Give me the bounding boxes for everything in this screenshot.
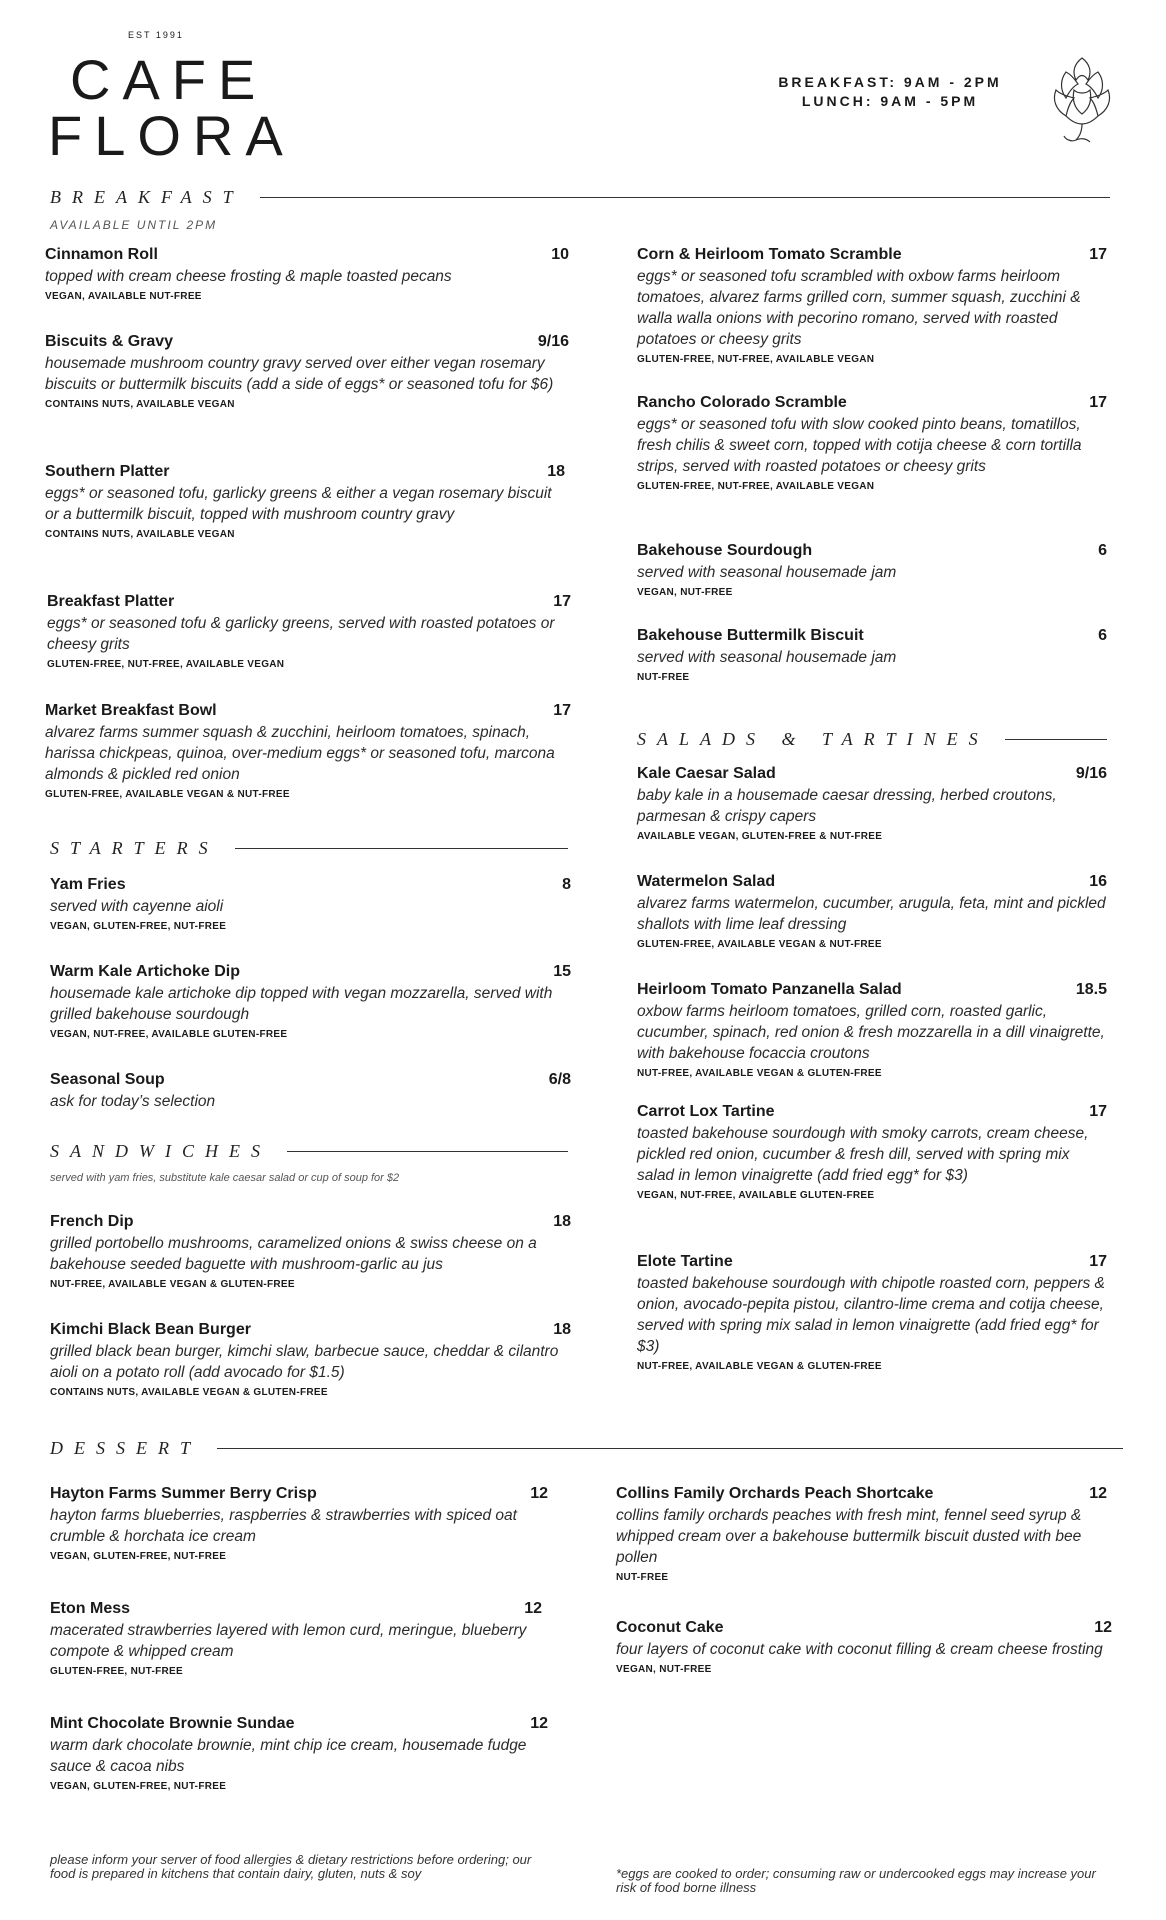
item-tags: CONTAINS NUTS, AVAILABLE VEGAN & GLUTEN-FREE [50,1387,328,1398]
menu-item [45,702,571,800]
item-description: oxbow farms heirloom tomatoes, grilled corn, roasted garlic, cucumber, spinach, red onion & fresh mozzarella in a dill vinaigrette, with bakehouse focaccia croutons [637,1003,1105,1062]
item-description: housemade kale artichoke dip topped with vegan mozzarella, served with grilled bakehouse sourdough [50,985,553,1023]
item-price: 15 [553,963,571,980]
item-description: grilled black bean burger, kimchi slaw, barbecue sauce, cheddar & cilantro aioli on a potato roll (add avocado for $1.5) [50,1343,559,1381]
item-name: Yam Fries [50,876,126,893]
menu-item [637,542,1107,598]
menu-item [616,1485,1107,1583]
item-description: ask for today’s selection [50,1093,216,1110]
item-tags: NUT-FREE, AVAILABLE VEGAN & GLUTEN-FREE [637,1361,882,1372]
item-tags: NUT-FREE, AVAILABLE VEGAN & GLUTEN-FREE [637,1068,882,1079]
item-description: grilled portobello mushrooms, caramelized onions & swiss cheese on a bakehouse seeded baguette with mushroom-garlic au jus [50,1235,537,1273]
item-name: Bakehouse Buttermilk Biscuit [637,627,864,644]
item-tags: VEGAN, GLUTEN-FREE, NUT-FREE [50,1781,227,1792]
sandwiches-title: SANDWICHES [50,1141,271,1161]
breakfast-heading [50,187,1110,208]
menu-item [45,333,569,410]
dessert-title: DESSERT [50,1438,201,1458]
item-price: 17 [1089,394,1107,411]
item-description: eggs* or seasoned tofu scrambled with oxbow farms heirloom tomatoes, alvarez farms grilled corn, summer squash, zucchini & walla walla onions with pecorino romano, served with roasted potatoes or cheesy grits [637,268,1081,348]
artichoke-icon [1046,50,1118,146]
hours-breakfast: BREAKFAST: 9AM - 2PM [778,74,1002,90]
item-price: 18 [553,1321,571,1338]
menu-item [637,394,1107,492]
item-description: warm dark chocolate brownie, mint chip ice cream, housemade fudge sauce & cacoa nibs [50,1737,527,1775]
item-name: Mint Chocolate Brownie Sundae [50,1715,295,1732]
item-name: Kale Caesar Salad [637,765,776,782]
item-tags: CONTAINS NUTS, AVAILABLE VEGAN [45,399,235,410]
menu-item [637,1253,1107,1372]
starters-title: STARTERS [50,838,219,858]
item-price: 17 [1089,1253,1107,1270]
section-divider [1005,739,1107,740]
item-price: 17 [1089,1103,1107,1120]
sandwiches-heading [50,1141,568,1162]
item-name: Breakfast Platter [47,593,175,610]
menu-item [50,963,571,1040]
item-name: Market Breakfast Bowl [45,702,217,719]
item-name: Seasonal Soup [50,1071,165,1088]
item-tags: VEGAN, NUT-FREE, AVAILABLE GLUTEN-FREE [50,1029,288,1040]
section-divider [287,1151,568,1152]
item-tags: NUT-FREE, AVAILABLE VEGAN & GLUTEN-FREE [50,1279,295,1290]
item-description: macerated strawberries layered with lemon curd, meringue, blueberry compote & whipped cream [50,1622,527,1660]
item-description: toasted bakehouse sourdough with smoky carrots, cream cheese, pickled red onion, cucumber & fresh dill, served with spring mix salad in lemon vinaigrette (add fried egg* for $3) [637,1125,1089,1184]
hours-lunch: LUNCH: 9AM - 5PM [801,93,979,109]
item-tags: VEGAN, NUT-FREE, AVAILABLE GLUTEN-FREE [637,1190,875,1201]
item-tags: VEGAN, NUT-FREE [637,587,733,598]
item-name: Warm Kale Artichoke Dip [50,963,240,980]
item-tags: AVAILABLE VEGAN, GLUTEN-FREE & NUT-FREE [637,831,883,842]
item-description: topped with cream cheese frosting & maple toasted pecans [45,268,452,285]
item-price: 9/16 [537,333,569,350]
eggs-notice: *eggs are cooked to order; consuming raw or undercooked eggs may increase your risk of food borne illness [616,1866,1096,1895]
logo-est-text: EST 1991 [128,30,184,40]
item-price: 9/16 [1075,765,1107,782]
item-tags: GLUTEN-FREE, NUT-FREE [50,1666,183,1677]
logo-cafe: CAFE [70,48,268,111]
menu-item [637,627,1107,683]
item-tags: VEGAN, GLUTEN-FREE, NUT-FREE [50,1551,227,1562]
item-tags: GLUTEN-FREE, AVAILABLE VEGAN & NUT-FREE [637,939,882,950]
menu-item [50,1071,571,1112]
dessert-heading [50,1438,1123,1459]
menu-item [50,876,571,932]
allergy-notice: please inform your server of food allergies & dietary restrictions before ordering; our food is prepared in kitchens that contain dairy, gluten, nuts & soy [50,1852,532,1881]
menu-item [637,1103,1107,1201]
item-name: Collins Family Orchards Peach Shortcake [616,1485,934,1502]
item-description: baby kale in a housemade caesar dressing, herbed croutons, parmesan & crispy capers [637,787,1057,825]
item-price: 8 [562,876,571,893]
item-price: 16 [1089,873,1107,890]
item-description: eggs* or seasoned tofu with slow cooked pinto beans, tomatillos, fresh chilis & sweet corn, topped with cotija cheese & corn tortilla strips, served with roasted potatoes or cheesy grits [637,416,1082,475]
item-name: Southern Platter [45,463,170,480]
menu-item [50,1600,542,1677]
item-name: Carrot Lox Tartine [637,1103,775,1120]
menu-item [637,246,1107,365]
item-name: Biscuits & Gravy [45,333,174,350]
item-price: 12 [530,1485,548,1502]
item-description: alvarez farms watermelon, cucumber, arugula, feta, mint and pickled shallots with lime leaf dressing [637,895,1106,933]
item-price: 12 [524,1600,542,1617]
item-name: Corn & Heirloom Tomato Scramble [637,246,902,263]
item-tags: GLUTEN-FREE, NUT-FREE, AVAILABLE VEGAN [47,659,285,670]
item-price: 18 [547,463,565,480]
item-description: alvarez farms summer squash & zucchini, heirloom tomatoes, spinach, harissa chickpeas, quinoa, over-medium eggs* or seasoned tofu, marcona almonds & pickled red onion [45,724,555,783]
item-name: Watermelon Salad [637,873,776,890]
item-name: Hayton Farms Summer Berry Crisp [50,1485,317,1502]
item-tags: VEGAN, NUT-FREE [616,1664,712,1675]
item-price: 12 [1089,1485,1107,1502]
logo-flora: FLORA [48,104,295,167]
item-description: eggs* or seasoned tofu, garlicky greens & either a vegan rosemary biscuit or a buttermilk biscuit, topped with mushroom country gravy [45,485,552,523]
item-tags: NUT-FREE [616,1572,669,1583]
menu-item [50,1321,571,1398]
item-tags: CONTAINS NUTS, AVAILABLE VEGAN [45,529,235,540]
item-description: collins family orchards peaches with fresh mint, fennel seed syrup & whipped cream over a bakehouse buttermilk biscuit dusted with bee pollen [616,1507,1082,1566]
item-description: served with seasonal housemade jam [637,564,897,581]
item-description: hayton farms blueberries, raspberries & strawberries with spiced oat crumble & horchata ice cream [50,1507,517,1545]
item-name: Kimchi Black Bean Burger [50,1321,251,1338]
item-price: 10 [551,246,569,263]
menu-item [50,1715,548,1792]
menu-item [637,765,1107,842]
item-name: Elote Tartine [637,1253,733,1270]
item-price: 6 [1098,542,1107,559]
menu-item [47,593,571,670]
menu-item [637,873,1107,950]
salads-tartines-title: SALADS & TARTINES [637,729,989,749]
item-name: Bakehouse Sourdough [637,542,813,559]
item-tags: GLUTEN-FREE, NUT-FREE, AVAILABLE VEGAN [637,481,875,492]
starters-heading [50,838,568,859]
item-tags: GLUTEN-FREE, NUT-FREE, AVAILABLE VEGAN [637,354,875,365]
item-tags: NUT-FREE [637,672,690,683]
menu-item [50,1485,548,1562]
item-description: eggs* or seasoned tofu & garlicky greens, served with roasted potatoes or cheesy grits [47,615,555,653]
item-price: 17 [553,593,571,610]
menu-item [637,981,1107,1079]
item-name: Cinnamon Roll [45,246,158,263]
breakfast-title: BREAKFAST [50,187,244,207]
item-tags: VEGAN, GLUTEN-FREE, NUT-FREE [50,921,227,932]
item-name: Rancho Colorado Scramble [637,394,847,411]
item-name: Eton Mess [50,1600,131,1617]
section-divider [217,1448,1123,1449]
section-divider [235,848,568,849]
item-tags: VEGAN, AVAILABLE NUT-FREE [45,291,202,302]
item-price: 18 [553,1213,571,1230]
item-price: 17 [1089,246,1107,263]
item-price: 6/8 [548,1071,571,1088]
salads-tartines-heading [637,729,1107,750]
menu-item [45,246,569,302]
item-price: 12 [1094,1619,1112,1636]
sandwiches-note: served with yam fries, substitute kale caesar salad or cup of soup for $2 [50,1172,400,1184]
item-name: Heirloom Tomato Panzanella Salad [637,981,902,998]
menu-item [45,463,565,540]
item-price: 12 [530,1715,548,1732]
item-price: 17 [553,702,571,719]
item-price: 18.5 [1075,981,1107,998]
item-description: served with cayenne aioli [50,898,224,915]
item-tags: GLUTEN-FREE, AVAILABLE VEGAN & NUT-FREE [45,789,290,800]
item-description: housemade mushroom country gravy served over either vegan rosemary biscuits or buttermilk biscuits (add a side of eggs* or seasoned tofu for $6) [45,355,554,393]
section-divider [260,197,1110,198]
item-name: French Dip [50,1213,134,1230]
item-name: Coconut Cake [616,1619,724,1636]
breakfast-availability-note: AVAILABLE UNTIL 2PM [50,218,218,232]
item-description: four layers of coconut cake with coconut filling & cream cheese frosting [616,1641,1103,1658]
menu-item [616,1619,1112,1675]
menu-item [50,1213,571,1290]
item-price: 6 [1098,627,1107,644]
item-description: toasted bakehouse sourdough with chipotle roasted corn, peppers & onion, avocado-pepita pistou, cilantro-lime crema and cotija cheese, served with spring mix salad in lemon vinaigrette (add fried egg* for $3) [637,1275,1105,1355]
item-description: served with seasonal housemade jam [637,649,897,666]
